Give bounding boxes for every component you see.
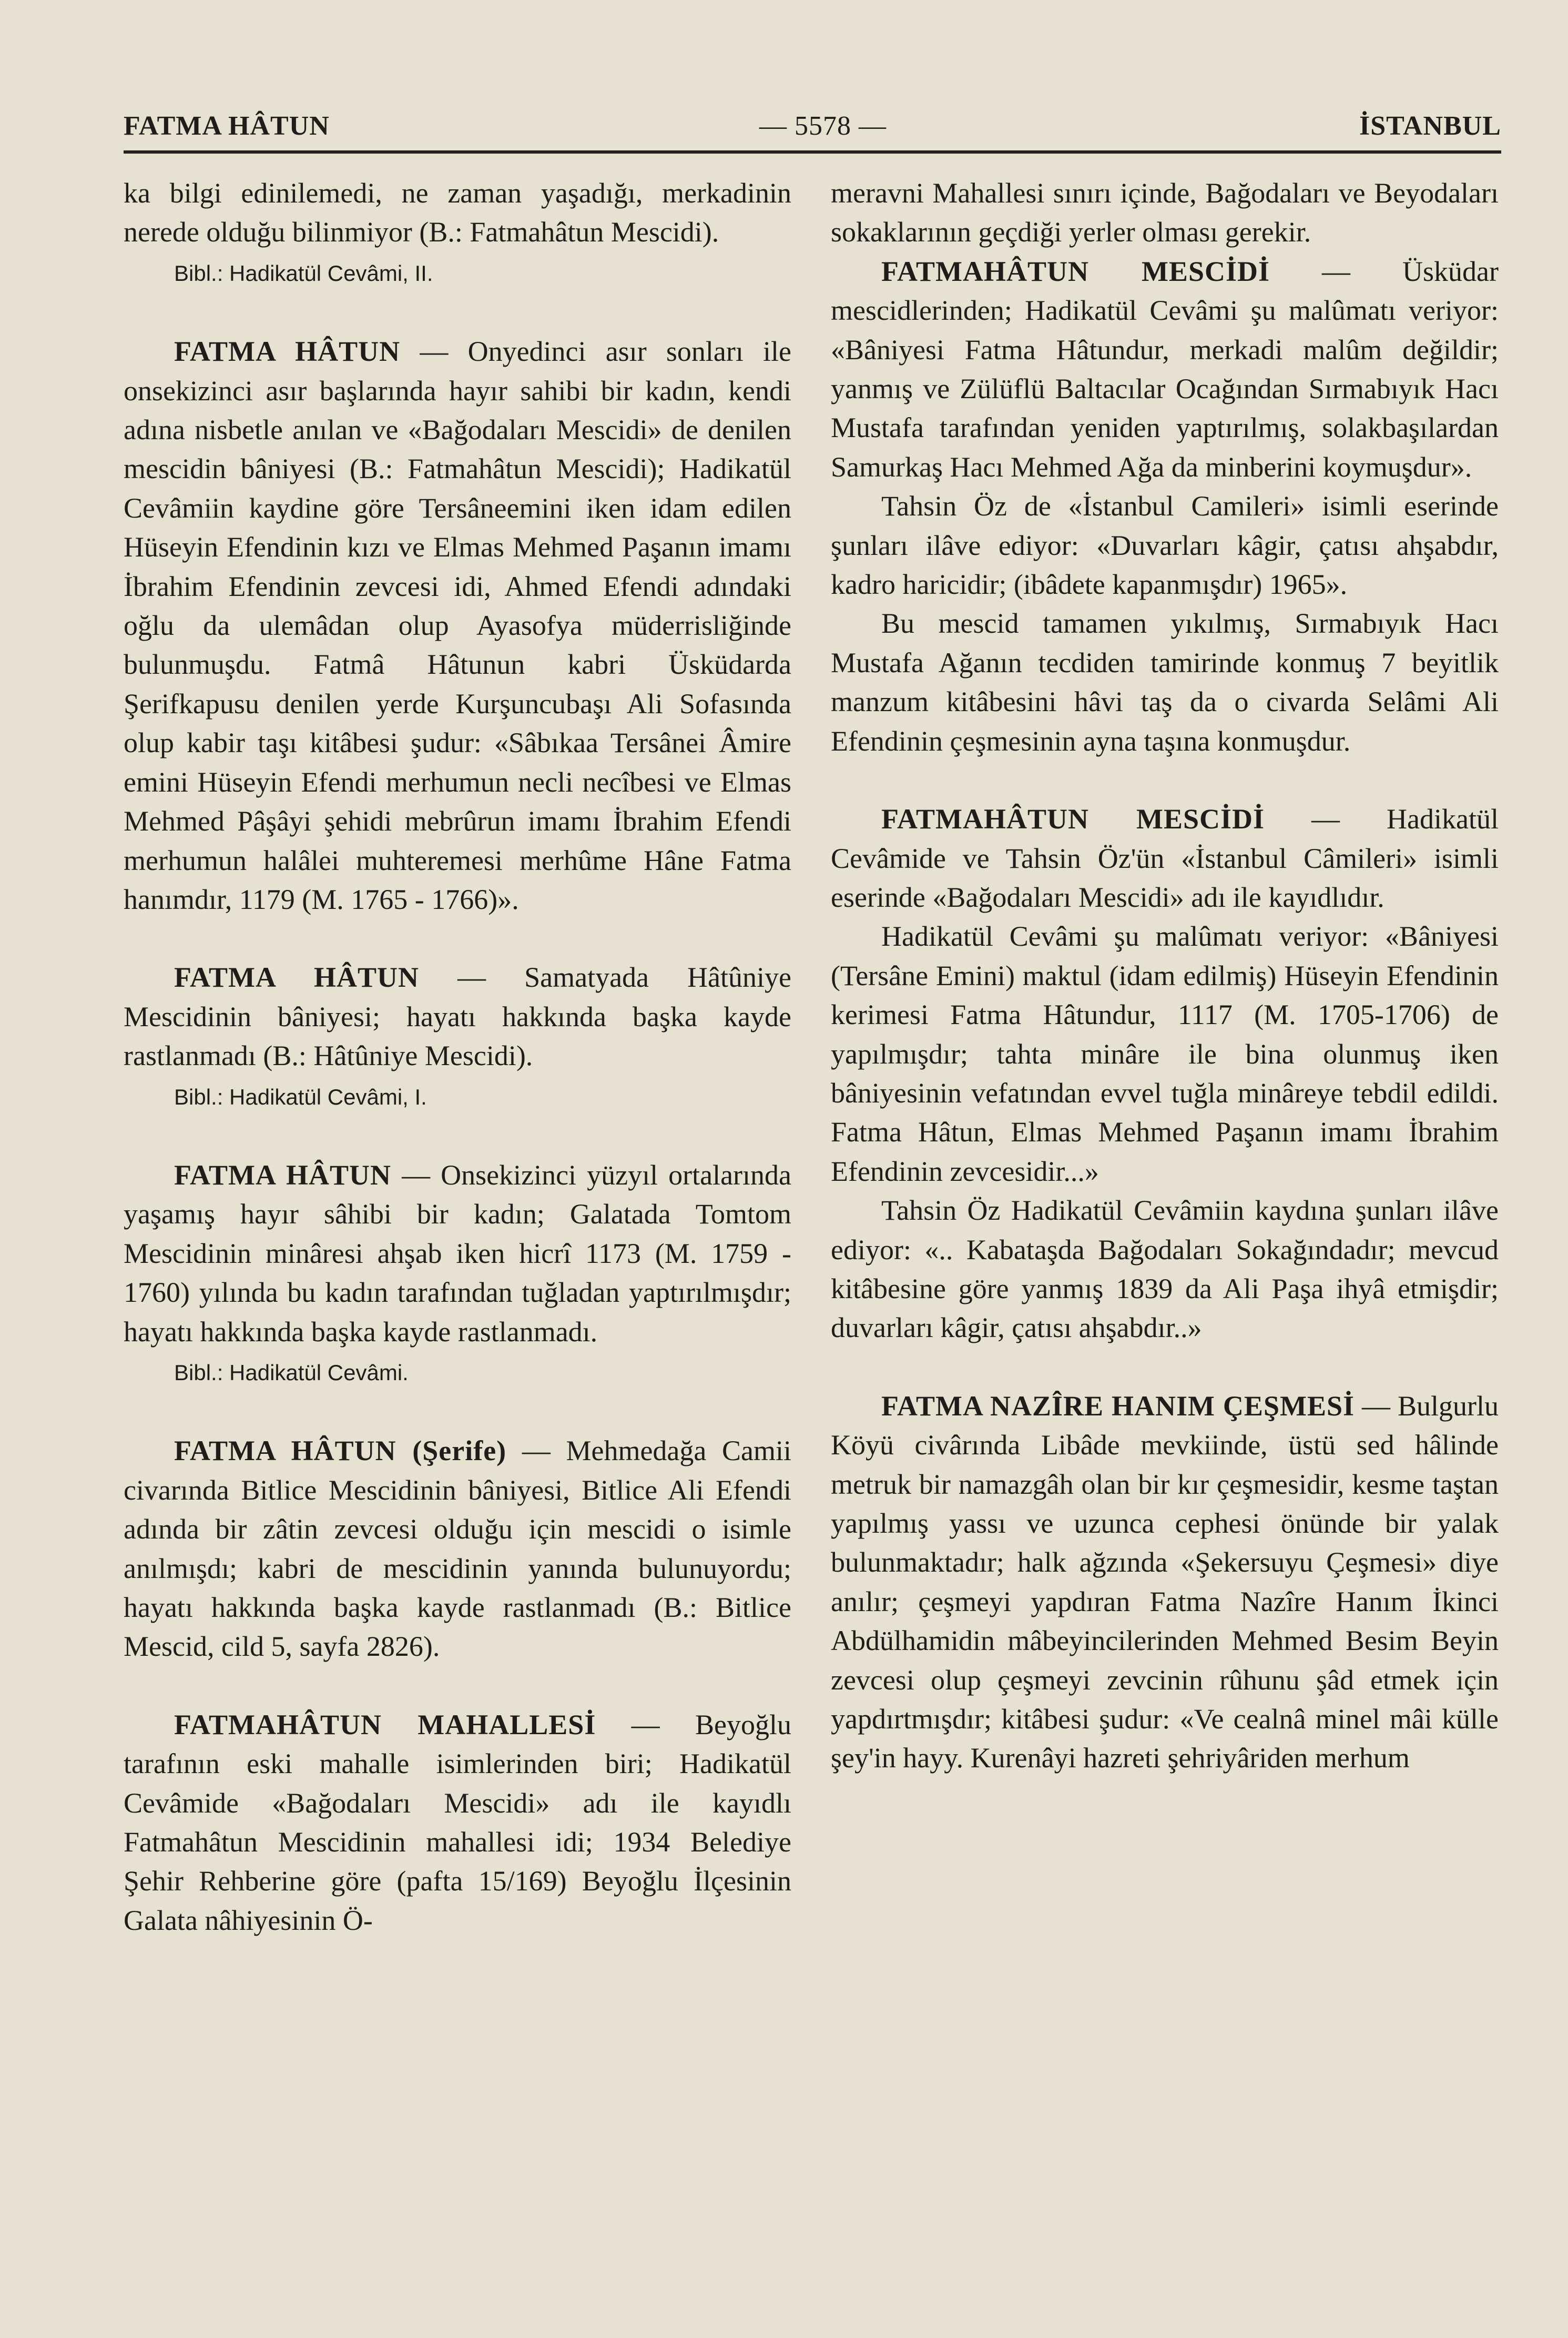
entry-text: — Onyedinci asır sonları ile onsekizinci asır başlarında hayır sahibi bir kadın, kendi adına nisbetle anılan ve «Bağodaları Mescidi» de denilen mescidin bâniyesi (B.: Fatmahâtun Mescidi); Hadikatül Cevâmiin kaydine göre Tersâneemini iken idam edilen Hüseyin Efendinin kızı ve Elmas Mehmed Paşanın imamı İbrahim Efendinin zevcesi idi, Ahmed Efendi adındaki oğlu da ulemâdan olup Ayasofya müderrisliğinde bulunmuşdu. Fatmâ Hâtunun kabri Üsküdarda Şerifkapusu denilen yerde Kurşuncubaşı Ali Sofasında olup kabir taşı kitâbesi şudur: «Sâbıkaa Tersânei Âmire emini Hüseyin Efendi merhumun necli necîbesi ve Elmas Mehmed Pâşâyi şehidi mebrûrun imamı İbrahim Efendi merhumun halâlei muhteremesi merhûme Hâne Fatma hanımdır, 1179 (M. 1765 - 1766)». — [124, 336, 792, 915]
entry-text: — Beyoğlu tarafının eski mahalle isimlerinden biri; Hadikatül Cevâmide «Bağodaları Mescidi» adı ile kayıdlı Fatmahâtun Mescidinin mahallesi idi; 1934 Belediye Şehir Rehberine göre (pafta 15/169) Beyoğlu İlçesinin Galata nâhiyesinin Ö- — [124, 1708, 791, 1936]
entry-heading: FATMA NAZÎRE HANIM ÇEŞMESİ — [881, 1390, 1355, 1422]
paragraph-text: Tahsin Öz de «İstanbul Camileri» isimli eserinde şunları ilâve ediyor: «Duvarları kâgir, çatısı ahşabdır, kadro haricidir; (ibâdete kapanmışdır) 1965». — [831, 490, 1499, 601]
entry-text: — Üsküdar mescidlerinden; Hadikatül Cevâmi şu malûmatı veriyor: «Bâniyesi Fatma Hâtundur, merkadi malûm değildir; yanmış ve Zülüflü Baltacılar Ocağından Sırmabıyık Hacı Mustafa tarafından yeniden yaptırılmış, solakbaşılardan Samurkaş Hacı Mehmed Ağa da minberini koymuşdur». — [831, 255, 1499, 483]
entry-heading: FATMA HÂTUN — [174, 1159, 392, 1191]
entry-fatma-hatun-1 — [124, 332, 791, 919]
entry-heading: FATMAHÂTUN MESCİDİ — [881, 255, 1270, 287]
page-number: — 5578 — — [759, 111, 887, 141]
header-left-title: FATMA HÂTUN — [124, 111, 330, 141]
header-rule — [124, 150, 1501, 154]
right-column — [831, 174, 1499, 1778]
header-right-title: İSTANBUL — [1359, 111, 1501, 141]
paragraph-text: Hadikatül Cevâmi şu malûmatı veriyor: «Bâniyesi (Tersâne Emini) maktul (idam edilmiş) Hüseyin Efendinin kerimesi Fatma Hâtundur, 1117 (M. 1705-1706) de yapılmışdır; tahta minâre ile bina olunmuş iken bâniyesinin vefatından evvel tuğla minâreye tebdil edildi. Fatma Hâtun, Elmas Mehmed Paşanın imamı İbrahim Efendinin zevcesidir...» — [831, 920, 1499, 1187]
entry-fatma-nazire-hanim-cesmesi — [831, 1386, 1499, 1778]
entry-heading: FATMA HÂTUN (Şerife) — [174, 1435, 507, 1467]
left-column — [124, 174, 791, 1940]
paragraph-text: Bu mescid tamamen yıkılmış, Sırmabıyık Hacı Mustafa Ağanın tecdiden tamirinde konmuş 7 beyitlik manzum kitâbesini hâvi taş da o civarda Selâmi Ali Efendinin çeşmesinin ayna taşına konmuşdur. — [831, 608, 1499, 757]
paragraph-text: Tahsin Öz Hadikatül Cevâmiin kaydına şunları ilâve ediyor: «.. Kabataşda Bağodaları Sokağındadır; mevcud kitâbesine göre yanmış 1839 da Ali Paşa ihyâ etmişdir; duvarları kâgir, çatısı ahşabdır..» — [831, 1195, 1499, 1344]
entry-fatmahatun-mahallesi — [124, 1705, 791, 1940]
entry-fatmahatun-mescidi-2 — [831, 799, 1499, 917]
entry-text: — Onsekizinci yüzyıl ortalarında yaşamış hayır sâhibi bir kadın; Galatada Tomtom Mescidinin minâresi ahşab iken hicrî 1173 (M. 1759 - 1760) yılında bu kadın tarafından tuğladan yaptırılmışdır; hayatı hakkında başka kayde rastlanmadı. — [124, 1159, 791, 1348]
entry-text: — Mehmedağa Camii civarında Bitlice Mescidinin bâniyesi, Bitlice Ali Efendi adında bir zâtin zevcesi olduğu için mescidi o isimle anılmışdı; kabri de mescidinin yanında bulunuyordu; hayatı hakkında başka kayde rastlanmadı (B.: Bitlice Mescid, cild 5, sayfa 2826). — [124, 1435, 791, 1663]
entry-heading: FATMA HÂTUN — [174, 336, 401, 368]
entry-text: — Bulgurlu Köyü civârında Libâde mevkiinde, üstü sed hâlinde metruk bir namazgâh olan bir kır çeşmesidir, kesme taştan yapılmış yassı ve uzunca cephesi önünde bir yalak bulunmaktadır; halk ağzında «Şekersuyu Çeşmesi» diye anılır; çeşmeyi yapdıran Fatma Nazîre Hanım İkinci Abdülhamidin mâbeyincilerinden Mehmed Besim Beyin zevcesi olup çeşmeyi zevcinin rûhunu şâd etmek için yapdırtmışdır; kitâbesi şudur: «Ve cealnâ minel mâi külle şey'in hayy. Kurenâyi hazreti şehriyâriden merhum — [831, 1390, 1499, 1774]
paragraph — [831, 917, 1499, 1191]
paragraph — [831, 487, 1499, 604]
bibliography: Bibl.: Hadikatül Cevâmi. — [174, 1360, 409, 1385]
entry-text: — Samatyada Hâtûniye Mescidinin bâniyesi; hayatı hakkında başka kayde rastlanmadı (B.: Hâtûniye Mescidi). — [124, 961, 791, 1072]
entry-fatma-hatun-3 — [124, 1156, 791, 1351]
bibliography: Bibl.: Hadikatül Cevâmi, I. — [174, 1084, 427, 1109]
paragraph — [831, 174, 1499, 252]
paragraph-text: ka bilgi edinilemedi, ne zaman yaşadığı, merkadinin nerede olduğu bilinmiyor (B.: Fatmahâtun Mescidi). — [124, 177, 791, 248]
entry-heading: FATMAHÂTUN MAHALLESİ — [174, 1708, 596, 1740]
paragraph-text: meravni Mahallesi sınırı içinde, Bağodaları ve Beyodaları sokaklarının geçdiği yerler olması gerekir. — [831, 177, 1499, 248]
paragraph — [831, 1191, 1499, 1348]
entry-fatma-hatun-serife — [124, 1431, 791, 1666]
entry-fatma-hatun-2 — [124, 958, 791, 1075]
paragraph — [124, 174, 791, 252]
entry-heading: FATMAHÂTUN MESCİDİ — [881, 803, 1265, 835]
entry-fatmahatun-mescidi-1 — [831, 252, 1499, 487]
entry-text: — Hadikatül Cevâmide ve Tahsin Öz'ün «İstanbul Câmileri» isimli eserinde «Bağodaları Mescidi» adı ile kayıdlıdır. — [831, 803, 1499, 913]
bibliography: Bibl.: Hadikatül Cevâmi, II. — [174, 260, 433, 286]
paragraph — [831, 604, 1499, 761]
page-header — [124, 100, 1501, 147]
entry-heading: FATMA HÂTUN — [174, 961, 420, 994]
